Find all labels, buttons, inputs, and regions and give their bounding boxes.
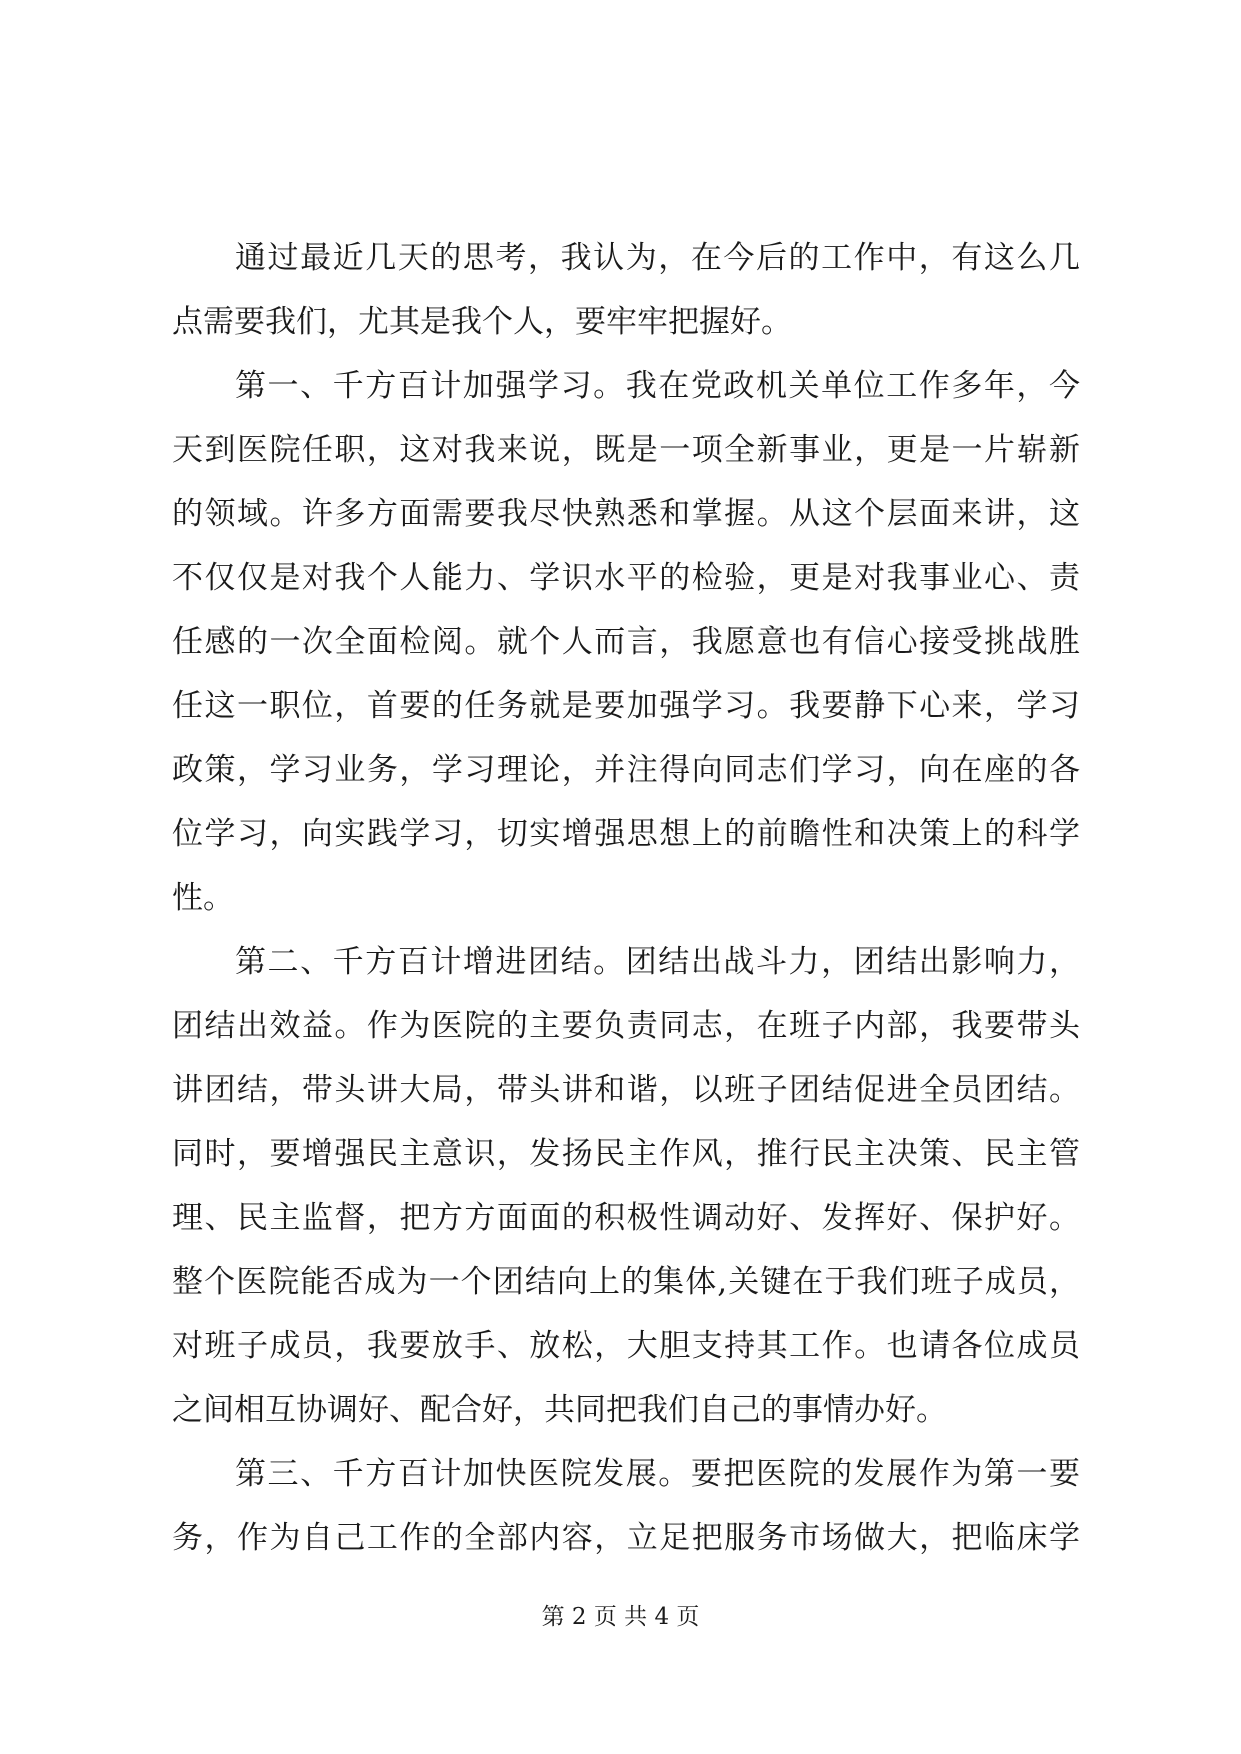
text-line: 理、民主监督，把方方面面的积极性调动好、发挥好、保护好。 xyxy=(172,1200,1080,1236)
text-line: 第三、千方百计加快医院发展。要把医院的发展作为第一要 xyxy=(235,1456,1080,1492)
text-line: 的领域。许多方面需要我尽快熟悉和掌握。从这个层面来讲，这 xyxy=(172,496,1080,532)
text-line: 性。 xyxy=(172,880,234,916)
text-line: 之间相互协调好、配合好，共同把我们自己的事情办好。 xyxy=(172,1392,947,1428)
text-line: 整个医院能否成为一个团结向上的集体,关键在于我们班子成员， xyxy=(172,1264,1080,1300)
text-line: 第一、千方百计加强学习。我在党政机关单位工作多年，今 xyxy=(235,368,1080,404)
text-line: 团结出效益。作为医院的主要负责同志，在班子内部，我要带头 xyxy=(172,1008,1080,1044)
text-line: 对班子成员，我要放手、放松，大胆支持其工作。也请各位成员 xyxy=(172,1328,1080,1364)
page-footer: 第 2 页 共 4 页 xyxy=(541,1604,700,1630)
text-line: 任这一职位，首要的任务就是要加强学习。我要静下心来，学习 xyxy=(172,688,1080,724)
text-line: 任感的一次全面检阅。就个人而言，我愿意也有信心接受挑战胜 xyxy=(172,624,1080,660)
text-line: 通过最近几天的思考，我认为，在今后的工作中，有这么几 xyxy=(235,240,1080,276)
text-line: 务，作为自己工作的全部内容，立足把服务市场做大，把临床学 xyxy=(172,1520,1080,1556)
text-line: 位学习，向实践学习，切实增强思想上的前瞻性和决策上的科学 xyxy=(172,816,1080,852)
text-line: 第二、千方百计增进团结。团结出战斗力，团结出影响力， xyxy=(235,944,1080,980)
text-line: 不仅仅是对我个人能力、学识水平的检验，更是对我事业心、责 xyxy=(172,560,1080,596)
text-line: 天到医院任职，这对我来说，既是一项全新事业，更是一片崭新 xyxy=(172,432,1080,468)
text-line: 政策，学习业务，学习理论，并注得向同志们学习，向在座的各 xyxy=(172,752,1080,788)
text-line: 同时，要增强民主意识，发扬民主作风，推行民主决策、民主管 xyxy=(172,1136,1080,1172)
text-line: 点需要我们，尤其是我个人，要牢牢把握好。 xyxy=(172,304,792,340)
text-line: 讲团结，带头讲大局，带头讲和谐，以班子团结促进全员团结。 xyxy=(172,1072,1080,1108)
document-body xyxy=(172,226,1080,1570)
